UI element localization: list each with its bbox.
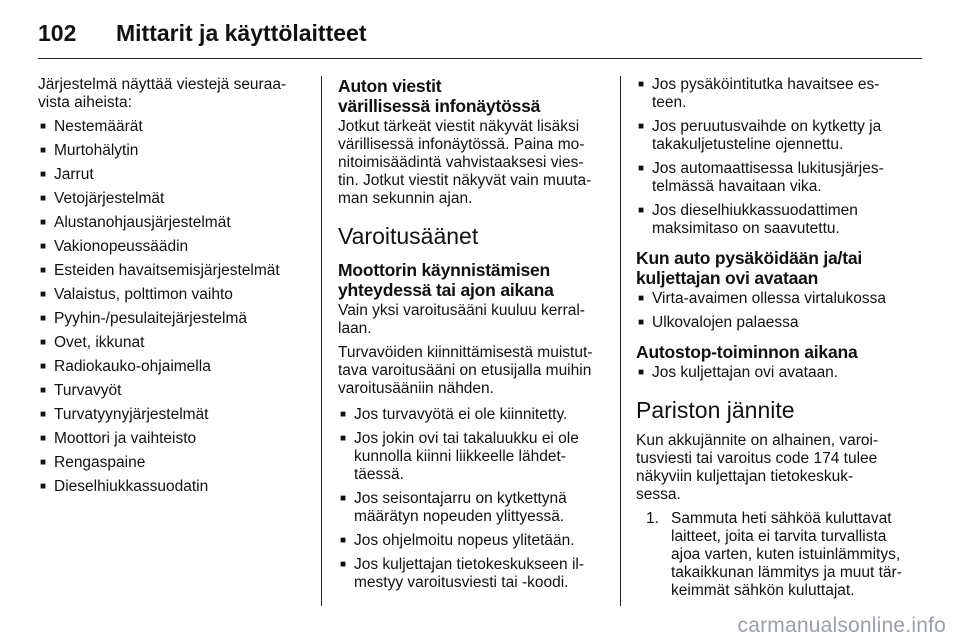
list-item: ■ Nestemäärät xyxy=(38,118,306,136)
page-header xyxy=(38,14,922,58)
steps-list xyxy=(636,510,906,600)
list-item: ■ Ovet, ikkunat xyxy=(38,334,306,352)
text-line: kunnolla kiinni liikkeelle lähdet- xyxy=(354,448,566,465)
step-number: 1. xyxy=(646,510,659,527)
paragraph xyxy=(338,344,606,398)
page-title: Mittarit ja käyttölaitteet xyxy=(116,20,367,46)
text-line: Jos ohjelmoitu nopeus ylitetään. xyxy=(354,532,575,549)
list-item: ■ Pyyhin-/pesulaitejärjestelmä xyxy=(38,310,306,328)
heading-autostop: Autostop-toiminnon aikana xyxy=(636,342,858,362)
message-topic-list xyxy=(38,118,306,496)
warning-list-continued xyxy=(636,76,906,238)
list-item: ■ Vakionopeussäädin xyxy=(38,238,306,256)
list-item: ■ Moottori ja vaihteisto xyxy=(38,430,306,448)
list-item: ■ Esteiden havaitsemisjärjestelmät xyxy=(38,262,306,280)
watermark: carmanualsonline.info xyxy=(737,614,946,637)
list-item: ■ Jarrut xyxy=(38,166,306,184)
text-line: varoitusääniin nähden. xyxy=(338,380,494,397)
text-line: telmässä havaitaan vika. xyxy=(652,178,822,195)
heading-line: Kun auto pysäköidään ja/tai xyxy=(636,248,863,268)
text-line: man sekunnin ajan. xyxy=(338,190,473,207)
header-divider xyxy=(38,58,922,59)
text-line: Kun akkujännite on alhainen, varoi- xyxy=(636,432,879,449)
paragraph xyxy=(636,432,906,504)
warning-list xyxy=(338,406,606,592)
text-line: laan. xyxy=(338,320,372,337)
text-line: määrätyn nopeuden ylittyessä. xyxy=(354,508,565,525)
section-title-warning-chimes: Varoitusäänet xyxy=(338,223,479,249)
text-line: Jos peruutusvaihde on kytketty ja xyxy=(652,118,882,135)
list-item: ■ Rengaspaine xyxy=(38,454,306,472)
list-item xyxy=(338,532,606,550)
text-line: ajoa varten, kuten istuinlämmitys, xyxy=(671,546,901,563)
text-line: Jos kuljettajan tietokeskukseen il- xyxy=(354,556,585,573)
column-2 xyxy=(338,76,606,598)
text-line: Vain yksi varoitusääni kuuluu kerral- xyxy=(338,302,585,319)
page-number: 102 xyxy=(38,20,77,46)
list-item: ■ Valaistus, polttimon vaihto xyxy=(38,286,306,304)
list-item: ■ Turvatyynyjärjestelmät xyxy=(38,406,306,424)
list-item: ■ Jos kuljettajan ovi avataan. xyxy=(636,364,906,382)
list-item xyxy=(338,556,606,592)
section-title-battery-voltage: Pariston jännite xyxy=(636,397,795,423)
intro-line: vista aiheista: xyxy=(38,94,132,111)
heading-line: yhteydessä tai ajon aikana xyxy=(338,280,554,300)
autostop-list xyxy=(636,364,906,382)
heading-parked-door-open xyxy=(636,248,906,288)
text-line: täessä. xyxy=(354,466,404,483)
text-line: Turvavöiden kiinnittämisestä muistut- xyxy=(338,344,593,361)
text-line: laitteet, joita ei tarvita turvallista xyxy=(671,528,887,545)
column-3 xyxy=(636,76,906,606)
column-1 xyxy=(38,76,306,502)
list-item: ■ Vetojärjestelmät xyxy=(38,190,306,208)
text-line: teen. xyxy=(652,94,687,111)
text-line: takaikkunan lämmitys ja muut tär- xyxy=(671,564,902,581)
step-item xyxy=(646,510,906,600)
text-line: tava varoitusääni on etusijalla muihin xyxy=(338,362,592,379)
column-divider-2 xyxy=(620,76,621,606)
heading-vehicle-messages xyxy=(338,76,606,116)
list-item xyxy=(636,76,906,112)
text-line: näkyviin kuljettajan tietokeskuk- xyxy=(636,468,854,485)
text-line: Jos dieselhiukkassuodattimen xyxy=(652,202,858,219)
heading-line: Auton viestit xyxy=(338,76,442,96)
column-divider-1 xyxy=(321,76,322,606)
text-line: tusviesti tai varoitus code 174 tulee xyxy=(636,450,878,467)
text-line: Jos automaattisessa lukitusjärjes- xyxy=(652,160,884,177)
text-line: Jos turvavyötä ei ole kiinnitetty. xyxy=(354,406,568,423)
text-line: takakuljetusteline ojennettu. xyxy=(652,136,844,153)
text-line: Sammuta heti sähköä kuluttavat xyxy=(671,510,892,527)
heading-line: värillisessä infonäytössä xyxy=(338,96,541,116)
heading-line: Moottorin käynnistämisen xyxy=(338,260,551,280)
list-item xyxy=(338,490,606,526)
list-item: ■ Turvavyöt xyxy=(38,382,306,400)
text-line: sessa. xyxy=(636,486,681,503)
list-item: ■ Ulkovalojen palaessa xyxy=(636,314,906,332)
list-item xyxy=(636,202,906,238)
list-item xyxy=(338,406,606,424)
text-line: Jotkut tärkeät viestit näkyvät lisäksi xyxy=(338,118,580,135)
text-line: Jos jokin ovi tai takaluukku ei ole xyxy=(354,430,579,447)
intro-line: Järjestelmä näyttää viestejä seuraa- xyxy=(38,76,287,93)
list-item xyxy=(636,118,906,154)
paragraph xyxy=(338,118,606,208)
text-line: keimmät sähkön kuluttajat. xyxy=(671,582,855,599)
list-item xyxy=(636,160,906,196)
text-line: maksimitaso on saavutettu. xyxy=(652,220,840,237)
paragraph xyxy=(338,302,606,338)
text-line: mestyy varoitusviesti tai -koodi. xyxy=(354,574,569,591)
list-item xyxy=(338,430,606,484)
parked-list xyxy=(636,290,906,332)
list-item: ■ Murtohälytin xyxy=(38,142,306,160)
intro-paragraph xyxy=(38,76,306,112)
heading-line: kuljettajan ovi avataan xyxy=(636,268,819,288)
text-line: Jos pysäköintitutka havaitsee es- xyxy=(652,76,880,93)
list-item: ■ Virta-avaimen ollessa virtalukossa xyxy=(636,290,906,308)
text-line: värillisessä infonäytössä. Paina mo- xyxy=(338,136,585,153)
text-line: nitoimisäädintä vahvistaaksesi vies- xyxy=(338,154,584,171)
list-item: ■ Radiokauko-ohjaimella xyxy=(38,358,306,376)
text-line: Jos seisontajarru on kytkettynä xyxy=(354,490,567,507)
heading-engine-start xyxy=(338,260,606,300)
list-item: ■ Dieselhiukkassuodatin xyxy=(38,478,306,496)
list-item: ■ Alustanohjausjärjestelmät xyxy=(38,214,306,232)
text-line: tin. Jotkut viestit näkyvät vain muuta- xyxy=(338,172,592,189)
